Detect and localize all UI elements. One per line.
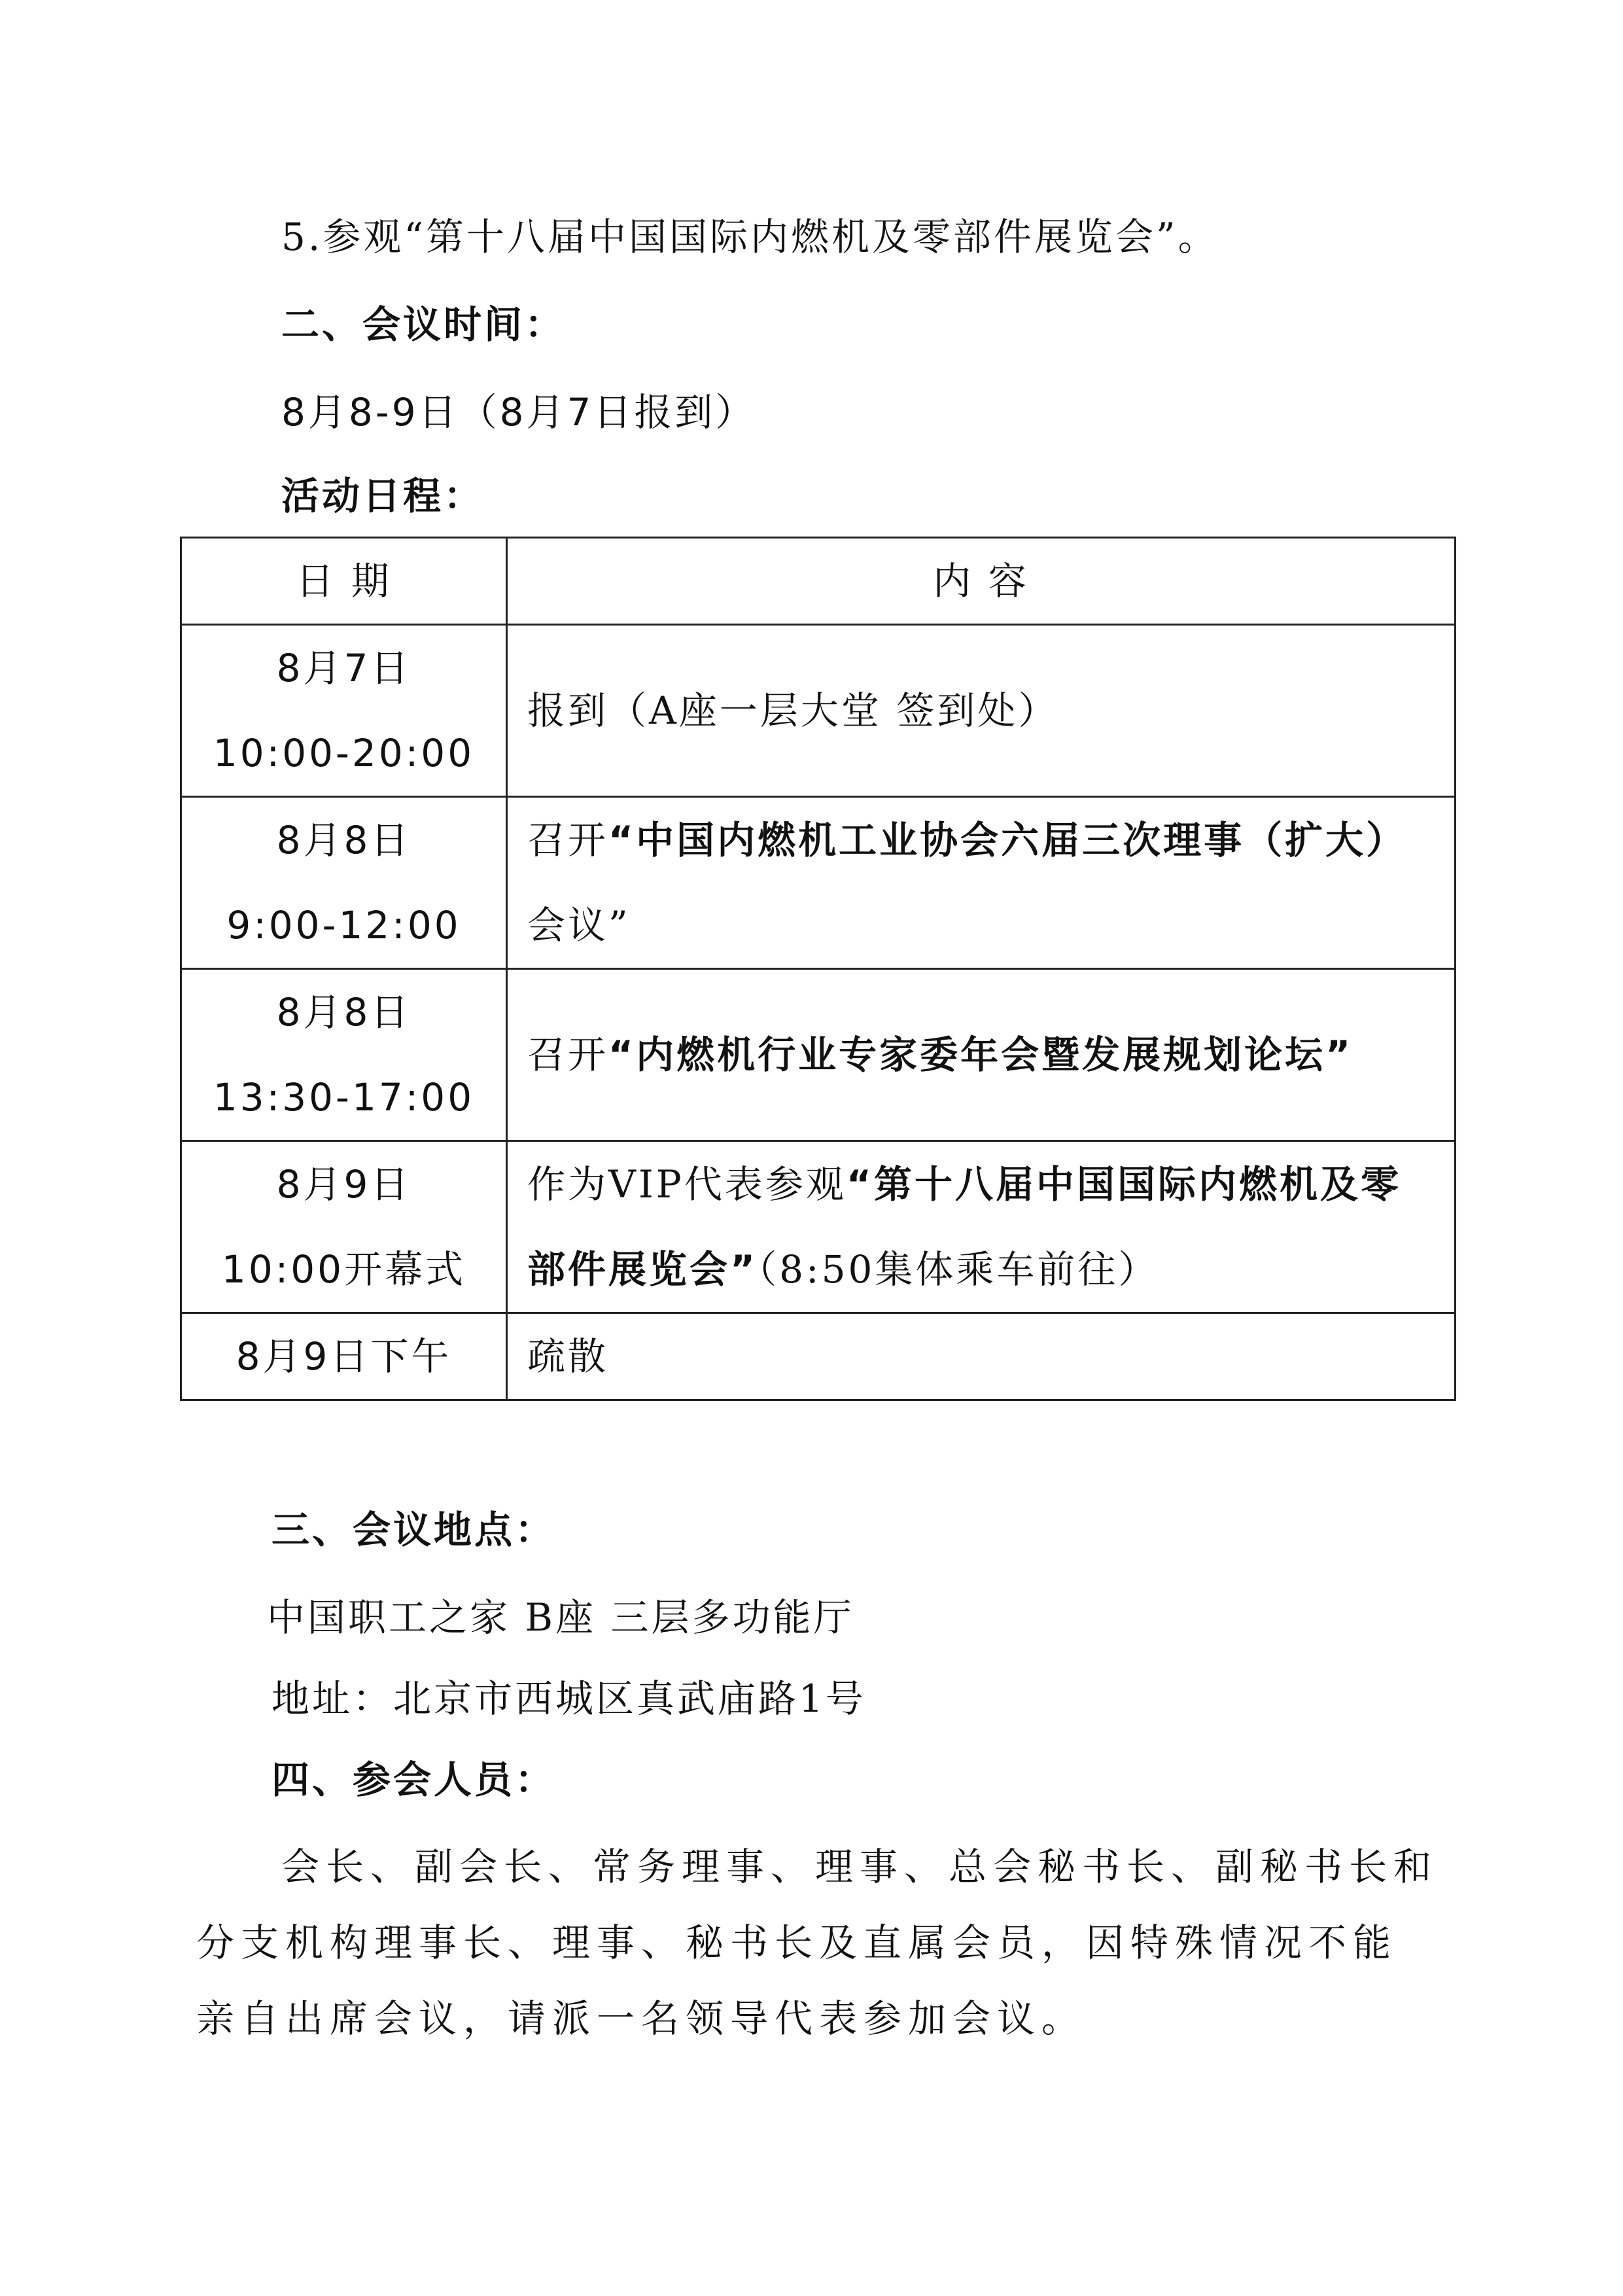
section-3-heading: 三、会议地点： [271,1508,556,1552]
row-date-cell [181,625,507,797]
table-row [181,1141,1456,1313]
table-header-row [181,538,1456,625]
row-date-cell [181,1141,507,1313]
row-date: 8月9日 [276,1162,411,1207]
row-date-cell [181,797,507,969]
row-date: 8月7日 [276,646,411,690]
row-date: 8月8日 [276,818,411,862]
row-content-bold: “第十八届中国国际内燃机及零部件展览会” [527,1162,1401,1292]
row-content-cell [507,1313,1456,1400]
table-row [181,797,1456,969]
header-date: 日 期 [181,538,507,625]
row-time: 13:30-17:00 [213,1075,475,1120]
address-text: 地址：北京市西城区真武庙路1号 [271,1676,866,1721]
section-4-heading: 四、参会人员： [271,1757,556,1802]
row-time: 10:00-20:00 [213,731,475,775]
row-content-cell [507,969,1456,1141]
row-content-text: 报到（A座一层大堂 签到处） [527,688,1059,733]
row-date: 8月9日下午 [236,1334,452,1379]
row-content-prefix: 召开 [527,1033,609,1077]
row-content-suffix: （8:50集体乘车前往） [758,1247,1159,1292]
row-content-suffix: 会议” [527,903,631,947]
schedule-label: 活动日程： [281,474,485,518]
header-content: 内 容 [507,538,1456,625]
row-content-cell [507,625,1456,797]
section-2-heading: 二、会议时间： [281,302,566,347]
schedule-table [180,537,1456,1401]
row-date-cell [181,969,507,1141]
venue-text: 中国职工之家 B座 三层多功能厅 [267,1595,854,1640]
row-content-bold: “内燃机行业专家委年会暨发展规划论坛” [608,1033,1353,1077]
row-content-prefix: 作为VIP代表参观 [527,1162,846,1207]
row-content-text: 疏散 [527,1334,609,1379]
meeting-date-line: 8月8-9日（8月7日报到） [281,390,756,434]
table-row [181,1313,1456,1400]
row-time: 9:00-12:00 [226,903,461,947]
row-time: 10:00开幕式 [221,1247,466,1292]
row-content-bold: “中国内燃机工业协会六届三次理事（扩大） [608,818,1407,862]
table-row [181,969,1456,1141]
table-row [181,625,1456,797]
item-5-exhibition-visit: 5.参观“第十八届中国国际内燃机及零部件展览会”。 [281,215,1219,259]
row-date-cell [181,1313,507,1400]
attendees-paragraph: 会长、副会长、常务理事、理事、总会秘书长、副秘书长和分支机构理事长、理事、秘书长及直属会员，因特殊情况不能亲自出席会议，请派一名领导代表参加会议。 [196,1845,1439,2041]
row-content-cell [507,1141,1456,1313]
row-content-cell [507,797,1456,969]
row-date: 8月8日 [276,990,411,1034]
row-content-prefix: 召开 [527,818,609,862]
